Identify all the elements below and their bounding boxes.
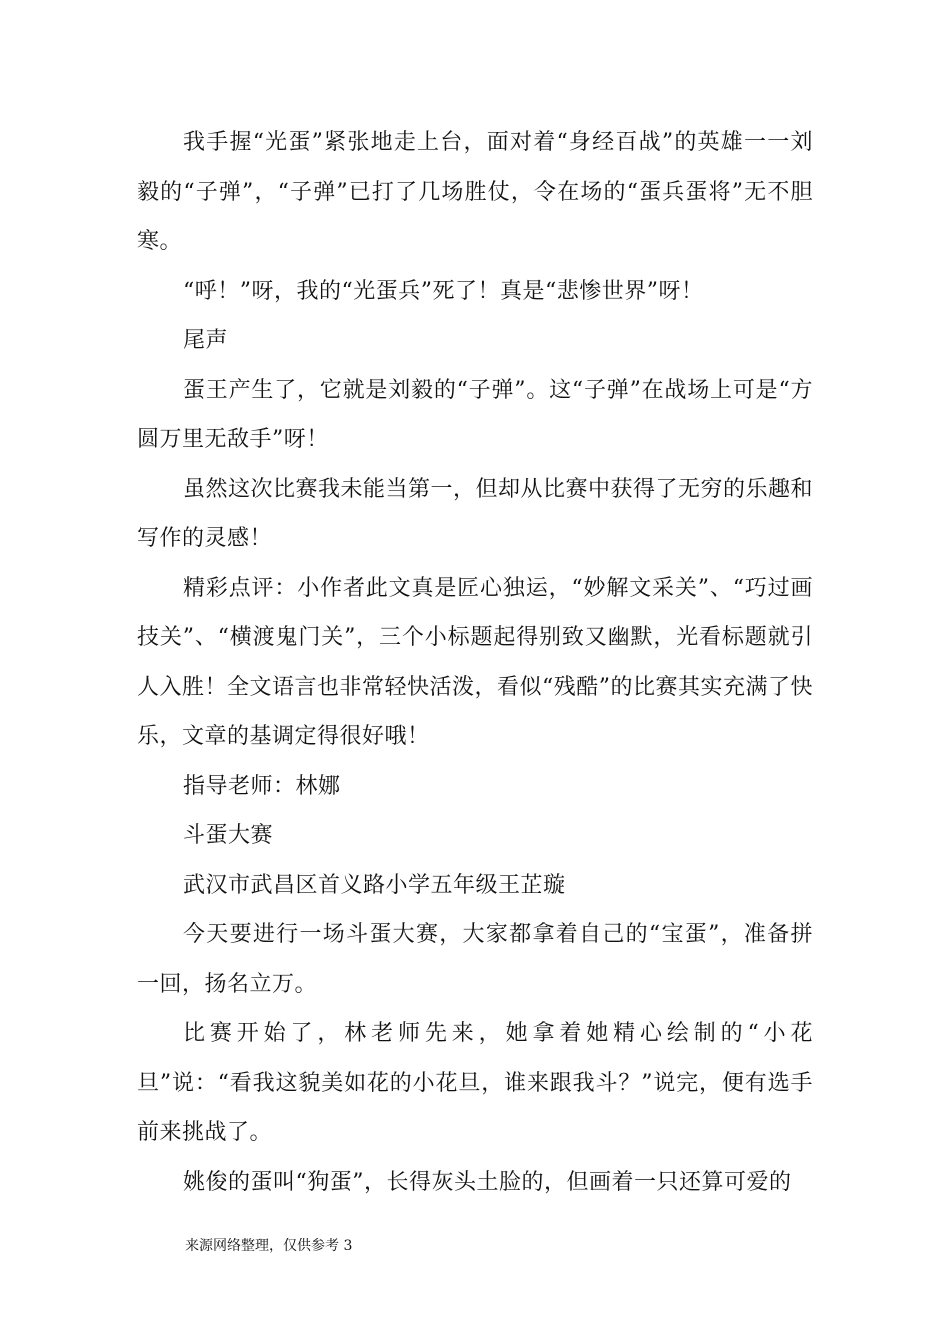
paragraph: 虽然这次比赛我未能当第一，但却从比赛中获得了无穷的乐趣和写作的灵感！ [137,476,814,551]
paragraph: 姚俊的蛋叫“狗蛋”，长得灰头土脸的，但画着一只还算可爱的 [183,1169,792,1195]
paragraph: 蛋王产生了，它就是刘毅的“子弹”。这“子弹”在战场上可是“方圆万里无敌手”呀！ [137,377,813,452]
author-line: 武汉市武昌区首义路小学五年级王芷璇 [183,872,566,898]
section-heading: 尾声 [183,328,229,353]
page-footer: 来源网络整理，仅供参考 3 [185,1238,353,1254]
paragraph: 我手握“光蛋”紧张地走上台，面对着“身经百战”的英雄一一刘毅的“子弹”，“子弹”已打了几场胜仗，令在场的“蛋兵蛋将”无不胆寒。 [137,130,813,254]
paragraph: 今天要进行一场斗蛋大赛，大家都拿着自己的“宝蛋”，准备拼一回，扬名立万。 [137,922,813,997]
paragraph: 精彩点评：小作者此文真是匠心独运，“妙解文采关”、“巧过画技关”、“横渡鬼门关”，三个小标题起得别致又幽默，光看标题就引人入胜！全文语言也非常轻快活泼，看似“残酷”的比赛其实充满了快乐，文章的基调定得很好哦！ [137,575,813,749]
paragraph: 比赛开始了，林老师先来，她拿着她精心绘制的“小花旦”说：“看我这貌美如花的小花旦，谁来跟我斗？”说完，便有选手前来挑战了。 [137,1021,813,1145]
teacher-credit: 指导老师：林娜 [183,773,341,799]
paragraph: “呼！”呀，我的“光蛋兵”死了！真是“悲惨世界”呀！ [183,278,704,304]
document-body [137,118,813,1207]
article-title: 斗蛋大赛 [183,823,274,848]
